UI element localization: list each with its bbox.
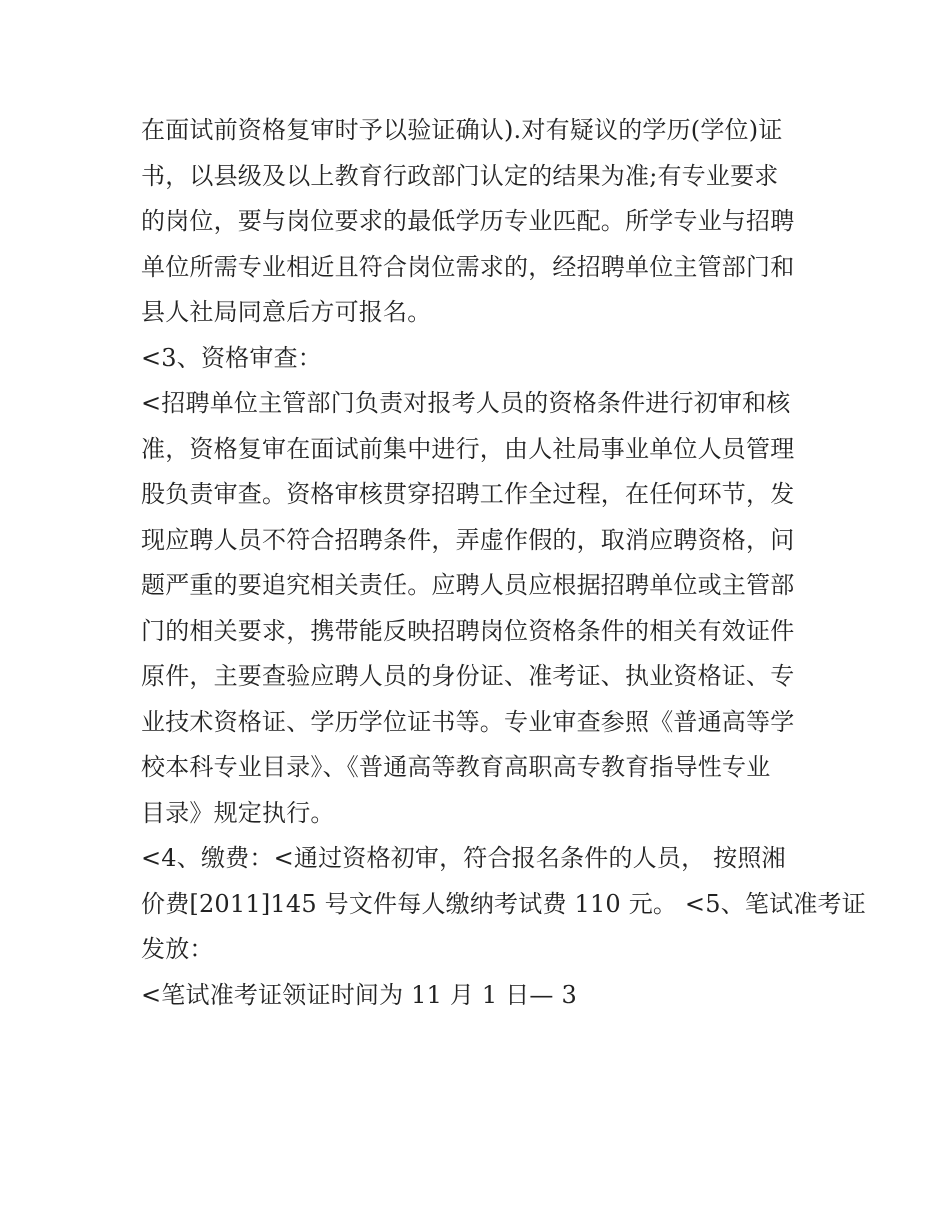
document-body <box>141 108 866 1018</box>
text-line: <招聘单位主管部门负责对报考人员的资格条件进行初审和核 <box>141 389 791 417</box>
text-line: 准，资格复审在面试前集中进行，由人社局事业单位人员管理 <box>141 434 795 463</box>
text-line: 校本科专业目录》、《普通高等教育高职高专教育指导性专业 <box>141 753 771 781</box>
section-heading: <4、缴费：<通过资格初审，符合报名条件的人员， 按照湘 <box>141 844 786 872</box>
text-line: 的岗位，要与岗位要求的最低学历专业匹配。所学专业与招聘 <box>141 207 795 235</box>
text-line: 发放： <box>141 935 214 963</box>
text-line: 价费[2011]145 号文件每人缴纳考试费 110 元。 <5、笔试准考证 <box>141 889 866 918</box>
text-line: <笔试准考证领证时间为 11 月 1 日— 3 <box>141 980 577 1009</box>
text-line: 题严重的要追究相关责任。应聘人员应根据招聘单位或主管部 <box>141 571 795 599</box>
section-heading: <3、资格审查： <box>141 343 322 372</box>
text-line: 单位所需专业相近且符合岗位需求的，经招聘单位主管部门和 <box>141 252 795 281</box>
text-line: 股负责审查。资格审核贯穿招聘工作全过程，在任何环节，发 <box>141 480 795 508</box>
text-line: 目录》规定执行。 <box>141 798 335 827</box>
text-line: 书，以县级及以上教育行政部门认定的结果为准;有专业要求 <box>141 161 779 190</box>
text-line: 原件，主要查验应聘人员的身份证、准考证、执业资格证、专 <box>141 662 795 690</box>
text-line: 在面试前资格复审时予以验证确认).对有疑议的学历(学位)证 <box>141 116 783 144</box>
text-line: 门的相关要求，携带能反映招聘岗位资格条件的相关有效证件 <box>141 616 795 645</box>
text-line: 业技术资格证、学历学位证书等。专业审查参照《普通高等学 <box>141 707 795 736</box>
text-line: 县人社局同意后方可报名。 <box>141 298 432 326</box>
text-line: 现应聘人员不符合招聘条件，弄虚作假的，取消应聘资格，问 <box>141 525 795 554</box>
